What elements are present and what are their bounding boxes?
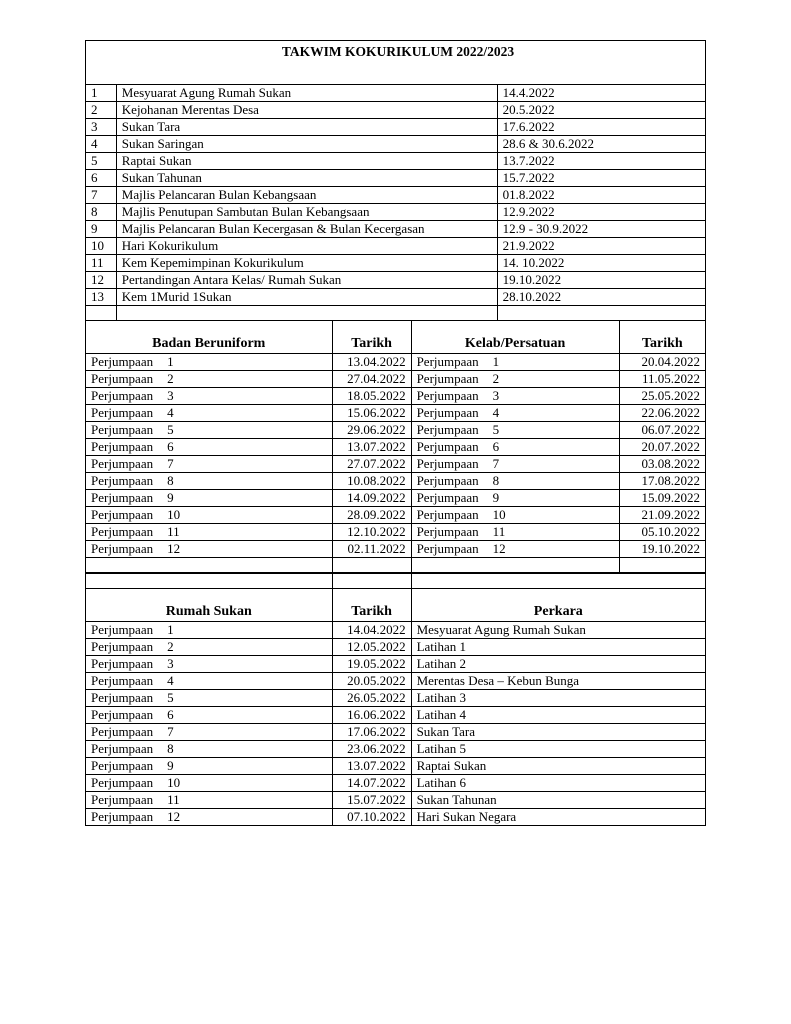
meeting-number: 6 (167, 439, 174, 454)
event-number: 8 (86, 204, 117, 221)
event-row (86, 204, 706, 221)
meeting-label: Perjumpaan (91, 405, 154, 420)
meeting-number: 1 (492, 354, 500, 369)
uniform-meeting-date: 02.11.2022 (332, 541, 411, 558)
event-date: 20.5.2022 (497, 102, 705, 119)
meeting-row (86, 371, 706, 388)
sports-house-meeting-cell (86, 792, 333, 809)
meeting-row (86, 439, 706, 456)
event-date: 17.6.2022 (497, 119, 705, 136)
sports-house-meeting-cell (86, 758, 333, 775)
meeting-label: Perjumpaan (416, 405, 479, 420)
meeting-row (86, 524, 706, 541)
meeting-label: Perjumpaan (91, 724, 154, 739)
uniform-date-header: Tarikh (332, 321, 411, 354)
activity-name: Latihan 1 (411, 639, 705, 656)
uniform-header: Badan Beruniform (86, 321, 333, 354)
meeting-label: Perjumpaan (416, 524, 479, 539)
event-date: 21.9.2022 (497, 238, 705, 255)
meeting-label: Perjumpaan (416, 371, 479, 386)
event-number: 4 (86, 136, 117, 153)
event-date: 12.9.2022 (497, 204, 705, 221)
activity-name: Sukan Tara (411, 724, 705, 741)
sports-house-meeting-cell (86, 656, 333, 673)
sports-house-date: 20.05.2022 (332, 673, 411, 690)
activity-name: Hari Sukan Negara (411, 809, 705, 826)
club-meeting-date: 05.10.2022 (619, 524, 705, 541)
sports-house-header-row (86, 589, 706, 622)
meeting-label: Perjumpaan (416, 354, 479, 369)
club-meeting-cell (411, 422, 619, 439)
event-date: 13.7.2022 (497, 153, 705, 170)
meeting-label: Perjumpaan (91, 473, 154, 488)
meeting-label: Perjumpaan (416, 456, 479, 471)
meeting-number: 7 (492, 456, 500, 471)
club-meeting-cell (411, 388, 619, 405)
spacer-row (86, 306, 706, 321)
meeting-number: 8 (492, 473, 500, 488)
meeting-label: Perjumpaan (91, 741, 154, 756)
meeting-label: Perjumpaan (416, 507, 479, 522)
uniform-meeting-date: 10.08.2022 (332, 473, 411, 490)
sports-house-date: 07.10.2022 (332, 809, 411, 826)
sports-house-date: 26.05.2022 (332, 690, 411, 707)
title-block (85, 40, 706, 84)
meeting-label: Perjumpaan (91, 792, 154, 807)
spacer-cell (86, 306, 117, 321)
meeting-number: 10 (167, 507, 181, 522)
meeting-number: 10 (167, 775, 181, 790)
spacer-cell (411, 558, 619, 573)
club-meeting-date: 11.05.2022 (619, 371, 705, 388)
event-name: Sukan Saringan (116, 136, 497, 153)
sports-house-row (86, 724, 706, 741)
sports-house-date: 19.05.2022 (332, 656, 411, 673)
meeting-number: 6 (167, 707, 174, 722)
meeting-number: 2 (492, 371, 500, 386)
event-name: Kejohanan Merentas Desa (116, 102, 497, 119)
spacer-cell (86, 558, 333, 573)
club-meeting-date: 25.05.2022 (619, 388, 705, 405)
uniform-meeting-date: 27.04.2022 (332, 371, 411, 388)
events-table (85, 84, 706, 321)
uniform-meeting-cell (86, 439, 333, 456)
meeting-number: 11 (167, 792, 180, 807)
sports-house-meeting-cell (86, 775, 333, 792)
event-name: Majlis Pelancaran Bulan Kecergasan & Bulan Kecergasan (116, 221, 497, 238)
event-row (86, 255, 706, 272)
meeting-label: Perjumpaan (91, 371, 154, 386)
meeting-label: Perjumpaan (416, 541, 479, 556)
spacer-cell (497, 306, 705, 321)
club-meeting-date: 19.10.2022 (619, 541, 705, 558)
activity-name: Latihan 2 (411, 656, 705, 673)
uniform-meeting-cell (86, 473, 333, 490)
meeting-label: Perjumpaan (91, 656, 154, 671)
event-row (86, 221, 706, 238)
event-number: 7 (86, 187, 117, 204)
event-number: 12 (86, 272, 117, 289)
meeting-label: Perjumpaan (91, 507, 154, 522)
event-row (86, 136, 706, 153)
club-header: Kelab/Persatuan (411, 321, 619, 354)
activity-name: Merentas Desa – Kebun Bunga (411, 673, 705, 690)
event-date: 14.4.2022 (497, 85, 705, 102)
spacer-cell (619, 558, 705, 573)
event-row (86, 289, 706, 306)
uniform-meeting-cell (86, 354, 333, 371)
sports-house-table (85, 573, 706, 826)
sports-house-date: 13.07.2022 (332, 758, 411, 775)
meeting-label: Perjumpaan (91, 639, 154, 654)
uniform-meeting-date: 13.07.2022 (332, 439, 411, 456)
sports-house-meeting-cell (86, 724, 333, 741)
spacer-row (86, 558, 706, 573)
activity-name: Raptai Sukan (411, 758, 705, 775)
meeting-number: 3 (167, 656, 174, 671)
event-number: 9 (86, 221, 117, 238)
meeting-number: 12 (167, 809, 181, 824)
uniform-meeting-cell (86, 490, 333, 507)
event-date: 14. 10.2022 (497, 255, 705, 272)
event-date: 28.10.2022 (497, 289, 705, 306)
meeting-label: Perjumpaan (91, 490, 154, 505)
uniform-meeting-date: 29.06.2022 (332, 422, 411, 439)
meeting-number: 6 (492, 439, 500, 454)
meeting-label: Perjumpaan (416, 490, 479, 505)
meeting-number: 5 (167, 422, 174, 437)
uniform-club-table (85, 321, 706, 573)
meeting-number: 5 (492, 422, 500, 437)
meeting-number: 4 (167, 673, 174, 688)
meeting-number: 10 (492, 507, 506, 522)
sports-house-row (86, 656, 706, 673)
meeting-number: 9 (492, 490, 500, 505)
meeting-row (86, 473, 706, 490)
uniform-club-header-row (86, 321, 706, 354)
meeting-number: 1 (167, 622, 174, 637)
meeting-number: 2 (167, 371, 174, 386)
event-number: 5 (86, 153, 117, 170)
club-meeting-cell (411, 490, 619, 507)
club-meeting-cell (411, 473, 619, 490)
event-row (86, 153, 706, 170)
meeting-label: Perjumpaan (91, 524, 154, 539)
event-row (86, 170, 706, 187)
event-name: Kem Kepemimpinan Kokurikulum (116, 255, 497, 272)
event-name: Majlis Penutupan Sambutan Bulan Kebangsaan (116, 204, 497, 221)
sports-house-row (86, 673, 706, 690)
event-number: 11 (86, 255, 117, 272)
meeting-number: 3 (492, 388, 500, 403)
activity-name: Latihan 5 (411, 741, 705, 758)
uniform-meeting-cell (86, 541, 333, 558)
activity-name: Sukan Tahunan (411, 792, 705, 809)
meeting-label: Perjumpaan (91, 456, 154, 471)
sports-house-meeting-cell (86, 809, 333, 826)
meeting-number: 12 (492, 541, 506, 556)
club-meeting-date: 17.08.2022 (619, 473, 705, 490)
meeting-number: 4 (492, 405, 500, 420)
event-name: Kem 1Murid 1Sukan (116, 289, 497, 306)
meeting-number: 5 (167, 690, 174, 705)
event-date: 28.6 & 30.6.2022 (497, 136, 705, 153)
meeting-label: Perjumpaan (91, 541, 154, 556)
sports-house-date: 14.04.2022 (332, 622, 411, 639)
meeting-label: Perjumpaan (91, 354, 154, 369)
club-meeting-cell (411, 354, 619, 371)
meeting-label: Perjumpaan (91, 758, 154, 773)
event-name: Sukan Tahunan (116, 170, 497, 187)
event-row (86, 272, 706, 289)
sports-house-header: Rumah Sukan (86, 589, 333, 622)
uniform-meeting-date: 12.10.2022 (332, 524, 411, 541)
meeting-number: 9 (167, 758, 174, 773)
uniform-meeting-date: 28.09.2022 (332, 507, 411, 524)
sports-house-meeting-cell (86, 639, 333, 656)
uniform-meeting-cell (86, 371, 333, 388)
club-meeting-date: 22.06.2022 (619, 405, 705, 422)
meeting-row (86, 388, 706, 405)
event-name: Pertandingan Antara Kelas/ Rumah Sukan (116, 272, 497, 289)
club-meeting-cell (411, 524, 619, 541)
meeting-number: 7 (167, 724, 174, 739)
event-row (86, 102, 706, 119)
meeting-label: Perjumpaan (416, 388, 479, 403)
meeting-label: Perjumpaan (91, 622, 154, 637)
meeting-label: Perjumpaan (91, 388, 154, 403)
sports-house-row (86, 690, 706, 707)
meeting-number: 4 (167, 405, 174, 420)
club-meeting-date: 03.08.2022 (619, 456, 705, 473)
club-meeting-date: 15.09.2022 (619, 490, 705, 507)
sports-house-meeting-cell (86, 707, 333, 724)
meeting-row (86, 422, 706, 439)
uniform-meeting-date: 27.07.2022 (332, 456, 411, 473)
event-number: 13 (86, 289, 117, 306)
uniform-meeting-date: 15.06.2022 (332, 405, 411, 422)
club-date-header: Tarikh (619, 321, 705, 354)
activity-name: Latihan 4 (411, 707, 705, 724)
meeting-number: 2 (167, 639, 174, 654)
spacer-row (86, 574, 706, 589)
meeting-number: 9 (167, 490, 174, 505)
meeting-row (86, 490, 706, 507)
club-meeting-cell (411, 456, 619, 473)
event-name: Raptai Sukan (116, 153, 497, 170)
event-row (86, 85, 706, 102)
meeting-label: Perjumpaan (91, 439, 154, 454)
sports-house-meeting-cell (86, 690, 333, 707)
event-number: 2 (86, 102, 117, 119)
event-number: 3 (86, 119, 117, 136)
event-row (86, 238, 706, 255)
uniform-meeting-date: 14.09.2022 (332, 490, 411, 507)
sports-house-date: 16.06.2022 (332, 707, 411, 724)
meeting-number: 8 (167, 473, 174, 488)
event-name: Hari Kokurikulum (116, 238, 497, 255)
meeting-row (86, 507, 706, 524)
club-meeting-cell (411, 507, 619, 524)
meeting-number: 11 (492, 524, 506, 539)
spacer-cell (116, 306, 497, 321)
sports-house-date: 17.06.2022 (332, 724, 411, 741)
meeting-row (86, 405, 706, 422)
uniform-meeting-cell (86, 405, 333, 422)
sports-house-row (86, 622, 706, 639)
event-date: 15.7.2022 (497, 170, 705, 187)
event-number: 6 (86, 170, 117, 187)
meeting-number: 1 (167, 354, 174, 369)
sports-house-meeting-cell (86, 673, 333, 690)
sports-house-row (86, 775, 706, 792)
sports-house-row (86, 639, 706, 656)
uniform-meeting-date: 13.04.2022 (332, 354, 411, 371)
sports-house-date: 15.07.2022 (332, 792, 411, 809)
document-page (85, 40, 706, 826)
sports-house-date-header: Tarikh (332, 589, 411, 622)
event-name: Mesyuarat Agung Rumah Sukan (116, 85, 497, 102)
sports-house-date: 23.06.2022 (332, 741, 411, 758)
activity-name: Latihan 3 (411, 690, 705, 707)
club-meeting-date: 06.07.2022 (619, 422, 705, 439)
event-date: 12.9 - 30.9.2022 (497, 221, 705, 238)
club-meeting-cell (411, 405, 619, 422)
meeting-number: 8 (167, 741, 174, 756)
event-row (86, 119, 706, 136)
sports-house-date: 12.05.2022 (332, 639, 411, 656)
meeting-number: 12 (167, 541, 181, 556)
sports-house-row (86, 809, 706, 826)
club-meeting-cell (411, 371, 619, 388)
uniform-meeting-date: 18.05.2022 (332, 388, 411, 405)
uniform-meeting-cell (86, 507, 333, 524)
meeting-number: 3 (167, 388, 174, 403)
uniform-meeting-cell (86, 524, 333, 541)
meeting-label: Perjumpaan (91, 690, 154, 705)
club-meeting-cell (411, 439, 619, 456)
sports-house-row (86, 792, 706, 809)
meeting-row (86, 354, 706, 371)
meeting-label: Perjumpaan (91, 775, 154, 790)
event-row (86, 187, 706, 204)
uniform-meeting-cell (86, 422, 333, 439)
club-meeting-date: 20.07.2022 (619, 439, 705, 456)
event-name: Majlis Pelancaran Bulan Kebangsaan (116, 187, 497, 204)
activity-header: Perkara (411, 589, 705, 622)
club-meeting-cell (411, 541, 619, 558)
meeting-label: Perjumpaan (91, 707, 154, 722)
uniform-meeting-cell (86, 388, 333, 405)
activity-name: Mesyuarat Agung Rumah Sukan (411, 622, 705, 639)
document-title: TAKWIM KOKURIKULUM 2022/2023 (86, 41, 706, 85)
sports-house-row (86, 707, 706, 724)
sports-house-date: 14.07.2022 (332, 775, 411, 792)
meeting-label: Perjumpaan (91, 809, 154, 824)
meeting-label: Perjumpaan (91, 422, 154, 437)
meeting-label: Perjumpaan (416, 422, 479, 437)
uniform-meeting-cell (86, 456, 333, 473)
meeting-row (86, 456, 706, 473)
sports-house-meeting-cell (86, 741, 333, 758)
event-number: 1 (86, 85, 117, 102)
sports-house-row (86, 741, 706, 758)
event-number: 10 (86, 238, 117, 255)
sports-house-meeting-cell (86, 622, 333, 639)
meeting-number: 7 (167, 456, 174, 471)
event-name: Sukan Tara (116, 119, 497, 136)
meeting-label: Perjumpaan (416, 473, 479, 488)
event-date: 01.8.2022 (497, 187, 705, 204)
meeting-label: Perjumpaan (91, 673, 154, 688)
meeting-label: Perjumpaan (416, 439, 479, 454)
club-meeting-date: 21.09.2022 (619, 507, 705, 524)
club-meeting-date: 20.04.2022 (619, 354, 705, 371)
spacer-cell (332, 558, 411, 573)
sports-house-row (86, 758, 706, 775)
event-date: 19.10.2022 (497, 272, 705, 289)
meeting-number: 11 (167, 524, 180, 539)
activity-name: Latihan 6 (411, 775, 705, 792)
meeting-row (86, 541, 706, 558)
